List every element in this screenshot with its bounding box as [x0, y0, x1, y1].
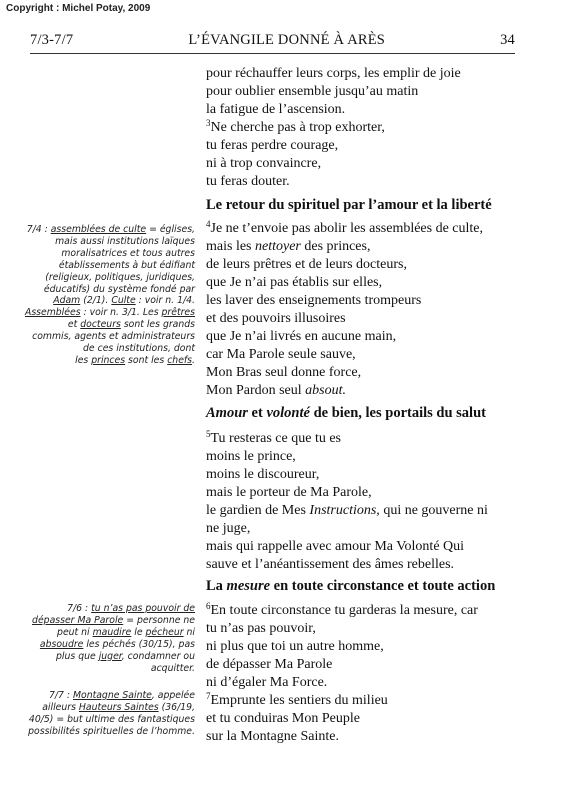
note-line — [5, 615, 195, 627]
text-span: les péchés (30/15), pas — [83, 638, 195, 650]
text-span: en toute circonstance et toute action — [270, 578, 496, 594]
text-line: que Je n’ai pas établis sur elles, — [206, 275, 383, 290]
verse-number: 4 — [206, 219, 211, 229]
text-line: ne juge, — [206, 521, 251, 536]
margin-note-7-6 — [5, 603, 195, 674]
underlined-term: dépasser Ma Parole — [32, 614, 124, 626]
underlined-term: pécheur — [145, 626, 184, 638]
margin-note-7-4 — [5, 224, 195, 367]
text-span: des princes, — [300, 239, 371, 254]
underlined-term: Assemblées — [24, 307, 81, 319]
text-span: La — [206, 578, 227, 594]
underlined-term: Adam — [53, 295, 81, 307]
text-line: moins le discoureur, — [206, 467, 320, 482]
margin-note-7-7 — [5, 690, 195, 738]
note-line — [5, 639, 195, 651]
section-heading-1: Le retour du spirituel par l’amour et la liberté — [206, 197, 492, 213]
underlined-term: absoudre — [39, 638, 84, 650]
text-line: tu feras douter. — [206, 174, 290, 189]
text-span: (36/19, — [158, 701, 195, 713]
header-verse-range: 7/3-7/7 — [30, 32, 74, 48]
underlined-term: juger — [98, 650, 122, 662]
text-span: sont les — [125, 354, 168, 366]
note-line — [5, 603, 195, 615]
text-span: : voir n. 3/1. Les — [80, 307, 162, 319]
text-line: Mon Bras seul donne force, — [206, 365, 362, 380]
page-header — [30, 32, 515, 52]
text-line: la fatigue de l’ascension. — [206, 102, 346, 117]
note-line: acquitter. — [150, 662, 195, 674]
underlined-term: princes — [91, 354, 126, 366]
note-line — [5, 224, 195, 236]
text-span: , condamner ou — [121, 650, 195, 662]
text-span: et — [67, 319, 81, 331]
underlined-term: assemblées de culte — [50, 224, 147, 235]
text-span: sont les grands — [120, 319, 195, 331]
text-line: car Ma Parole seule sauve, — [206, 347, 356, 362]
note-line — [5, 319, 195, 331]
text-line: et tu conduiras Mon Peuple — [206, 711, 360, 726]
text-line: tu n’as pas pouvoir, — [206, 621, 316, 636]
underlined-term: docteurs — [80, 319, 121, 331]
text-line: pour oublier ensemble jusqu’au matin — [206, 84, 419, 99]
text-span: le — [131, 626, 146, 638]
text-line: ni d’égaler Ma Force. — [206, 675, 328, 690]
verse-number: 3 — [206, 118, 211, 128]
text-span: le gardien de Mes — [206, 503, 310, 518]
note-line — [5, 627, 195, 639]
text-line: mais qui rappelle avec amour Ma Volonté Qui — [206, 539, 465, 554]
underlined-term: Hauteurs Saintes — [78, 701, 159, 713]
note-line: moralisatrices et tous autres — [61, 247, 195, 259]
underlined-term: Montagne Sainte — [72, 690, 152, 701]
text-line: que Je n’ai livrés en aucune main, — [206, 329, 397, 344]
text-line: tu feras perdre courage, — [206, 138, 339, 153]
underlined-term: tu n’as pas pouvoir de — [91, 603, 195, 614]
text-span: (2/1). — [80, 295, 112, 307]
copyright-notice: Copyright : Michel Potay, 2009 — [6, 3, 151, 14]
note-line — [5, 690, 195, 702]
note-line — [5, 295, 195, 307]
italic-word: absout. — [305, 383, 347, 398]
text-line — [206, 238, 370, 256]
text-span: = églises, — [146, 224, 195, 235]
header-page-number: 34 — [500, 32, 515, 48]
text-span: plus que — [56, 650, 99, 662]
text-span: Je ne t’envoie pas abolir les assemblées de culte, — [210, 221, 484, 236]
text-span: Mon Pardon seul — [206, 383, 306, 398]
underlined-term: chefs — [167, 354, 193, 366]
text-line — [206, 502, 488, 520]
note-line: de ces institutions, dont — [83, 343, 195, 355]
text-span: Tu resteras ce que tu es — [210, 431, 342, 446]
note-line: mais aussi institutions laïques — [55, 235, 195, 247]
text-line — [206, 382, 346, 400]
text-span: et — [247, 405, 267, 421]
text-span: 7/7 : — [48, 690, 73, 701]
underlined-term: Culte — [111, 295, 136, 307]
verse-number: 5 — [206, 429, 211, 439]
section-heading-2 — [206, 404, 486, 422]
note-line — [5, 307, 195, 319]
text-span: peut ni — [57, 626, 93, 638]
text-span: : voir n. 1/4. — [135, 295, 195, 307]
verse-5 — [206, 430, 341, 448]
text-span: Ne cherche pas à trop exhorter, — [210, 120, 385, 135]
text-line: ni à trop convaincre, — [206, 156, 322, 171]
italic-word: Instructions, — [309, 503, 380, 518]
text-line: de leurs prêtres et de leurs docteurs, — [206, 257, 407, 272]
underlined-term: prêtres — [161, 307, 195, 319]
text-line: mais le porteur de Ma Parole, — [206, 485, 372, 500]
note-line: éducatifs) du système fondé par — [43, 283, 195, 295]
text-span: mais les — [206, 239, 255, 254]
text-span: Emprunte les sentiers du milieu — [210, 693, 388, 708]
note-line: (religieux, politiques, juridiques, — [45, 271, 195, 283]
text-span: , appelée — [151, 690, 195, 701]
header-book-title: L’ÉVANGILE DONNÉ À ARÈS — [188, 32, 386, 48]
note-line: 40/5) = but ultime des fantastiques — [28, 713, 195, 725]
text-line: sauve et l’anéantissement des âmes rebelles. — [206, 557, 455, 572]
text-span: . — [192, 354, 195, 366]
text-line: les laver des enseignements trompeurs — [206, 293, 422, 308]
verse-6 — [206, 602, 478, 620]
header-rule — [30, 53, 515, 54]
text-span: les — [75, 354, 92, 366]
italic-word: Amour — [206, 405, 248, 421]
text-line: moins le prince, — [206, 449, 296, 464]
note-line: possibilités spirituelles de l’homme. — [28, 725, 195, 737]
verse-number: 7 — [206, 691, 211, 701]
section-heading-3 — [206, 577, 495, 595]
text-span: 7/4 : — [26, 224, 51, 235]
text-span: En toute circonstance tu garderas la mesure, car — [210, 603, 478, 618]
text-span: de bien, les portails du salut — [309, 405, 486, 421]
note-line — [5, 651, 195, 663]
underlined-term: maudire — [92, 626, 132, 638]
text-line: et des pouvoirs illusoires — [206, 311, 346, 326]
italic-word: nettoyer — [255, 239, 301, 254]
verse-3 — [206, 119, 385, 137]
text-line: de dépasser Ma Parole — [206, 657, 333, 672]
verse-4 — [206, 220, 483, 238]
italic-word: mesure — [226, 578, 271, 594]
note-line — [5, 355, 195, 367]
text-line: ni plus que toi un autre homme, — [206, 639, 384, 654]
note-line: établissements à but édifiant — [58, 259, 195, 271]
text-span: ni — [183, 626, 195, 638]
text-line: sur la Montagne Sainte. — [206, 729, 339, 744]
text-line: pour réchauffer leurs corps, les emplir de joie — [206, 66, 461, 81]
text-span: = personne ne — [123, 614, 195, 626]
note-line — [5, 702, 195, 714]
text-span: ailleurs — [42, 701, 79, 713]
verse-7 — [206, 692, 388, 710]
text-span: qui ne gouverne ni — [379, 503, 488, 518]
note-line: commis, agents et administrateurs — [32, 331, 195, 343]
italic-word: volonté — [266, 405, 310, 421]
verse-number: 6 — [206, 601, 211, 611]
text-span: 7/6 : — [67, 603, 92, 614]
